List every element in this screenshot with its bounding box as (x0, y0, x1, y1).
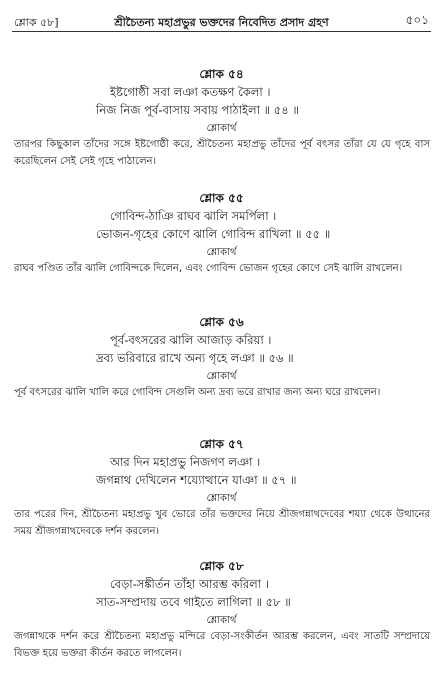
verse-translation: পূর্ব বৎসরের ঝালি খালি করে গোবিন্দ সেগুলি অন্য দ্রব্য ভরে রাখার জন্য অন্য ঘরে রাখলেন। (14, 387, 381, 398)
slokartha-label: শ্লোকার্থ (206, 123, 237, 134)
verse-line-2: সাত-সম্প্রদায় তবে গাইতে লাগিলা ॥ ৫৮ ॥ (96, 595, 291, 609)
slokartha-label: শ্লোকার্থ (206, 615, 237, 626)
page-number: ৫০১ (405, 13, 429, 27)
header-verse-ref: শ্লোক ৫৮] (14, 16, 59, 29)
verse-block-56 (0, 314, 443, 401)
verse-translation: তারপর কিছুকাল তাঁদের সঙ্গে ইষ্টগোষ্ঠী করে, শ্রীচৈতন্য মহাপ্রভু তাঁদের পূর্ব বৎসর তাঁরা যে যে গৃহে বাস করেছিলেন সেই সেই গৃহে পাঠালেন। (14, 139, 430, 167)
slokartha-label: শ্লোকার্থ (206, 493, 237, 504)
verse-translation: রাঘব পণ্ডিত তাঁর ঝালি গোবিন্দকে দিলেন, এবং গোবিন্দ ভোজন গৃহের কোণে সেই ঝালি রাখলেন। (14, 263, 403, 274)
verse-number: শ্লোক ৫৬ (199, 315, 244, 329)
verse-number: শ্লোক ৫৪ (199, 67, 244, 81)
verse-translation: তার পরের দিন, শ্রীচৈতন্য মহাপ্রভু খুব ভোরে তাঁর ভক্তদের নিয়ে শ্রীজগন্নাথদেবের শয্যা থেকে উত্থানের সময় শ্রীজগন্নাথদেবকে দর্শন করলেন। (14, 509, 430, 537)
verse-number: শ্লোক ৫৮ (199, 559, 244, 573)
verse-line-2: নিজ নিজ পূর্ব-বাসায় সবায় পাঠাইলা ॥ ৫৪ ॥ (96, 103, 299, 117)
verse-block-57 (0, 436, 443, 540)
header-title: শ্রীচৈতন্য মহাপ্রভুর ভক্তদের নিবেদিত প্রসাদ গ্রহণ (114, 16, 329, 29)
header-rule (12, 31, 431, 32)
slokartha-label: শ্লোকার্থ (206, 371, 237, 382)
slokartha-label: শ্লোকার্থ (206, 247, 237, 258)
verse-line-1: ইষ্টগোষ্ঠী সবা লঞা কতক্ষণ কৈলা । (110, 85, 271, 99)
verse-line-1: পূর্ব-বৎসরের ঝালি আজাড় করিয়া । (110, 333, 272, 347)
verse-block-54 (0, 66, 443, 170)
verse-line-1: গোবিন্দ-ঠাঞি রাঘব ঝালি সমর্পিলা । (110, 209, 277, 223)
verse-line-2: জগন্নাথ দেখিলেন শয্যোত্থানে যাঞা ॥ ৫৭ ॥ (96, 473, 297, 487)
verse-line-1: বেড়া-সঙ্কীর্তন তাঁহা আরম্ভ করিলা । (110, 577, 269, 591)
verse-line-2: ভোজন-গৃহের কোণে ঝালি গোবিন্দ রাখিলা ॥ ৫৫ ॥ (96, 227, 331, 241)
verse-line-1: আর দিন মহাপ্রভু নিজগণ লঞা । (110, 455, 261, 469)
verse-block-55 (0, 190, 443, 277)
verse-number: শ্লোক ৫৫ (199, 191, 244, 205)
verse-translation: জগন্নাথকে দর্শন করে শ্রীচৈতন্য মহাপ্রভু মন্দিরে বেড়া-সংকীর্তন আরম্ভ করলেন, এবং সাতটি সম্প্রদায়ে বিভক্ত হয়ে ভক্তরা কীর্তন করতে লাগলেন। (14, 631, 430, 659)
verse-number: শ্লোক ৫৭ (199, 437, 244, 451)
verse-block-58 (0, 558, 443, 662)
verse-line-2: দ্রব্য ভরিবারে রাখে অন্য গৃহে লঞা ॥ ৫৬ ॥ (96, 351, 294, 365)
